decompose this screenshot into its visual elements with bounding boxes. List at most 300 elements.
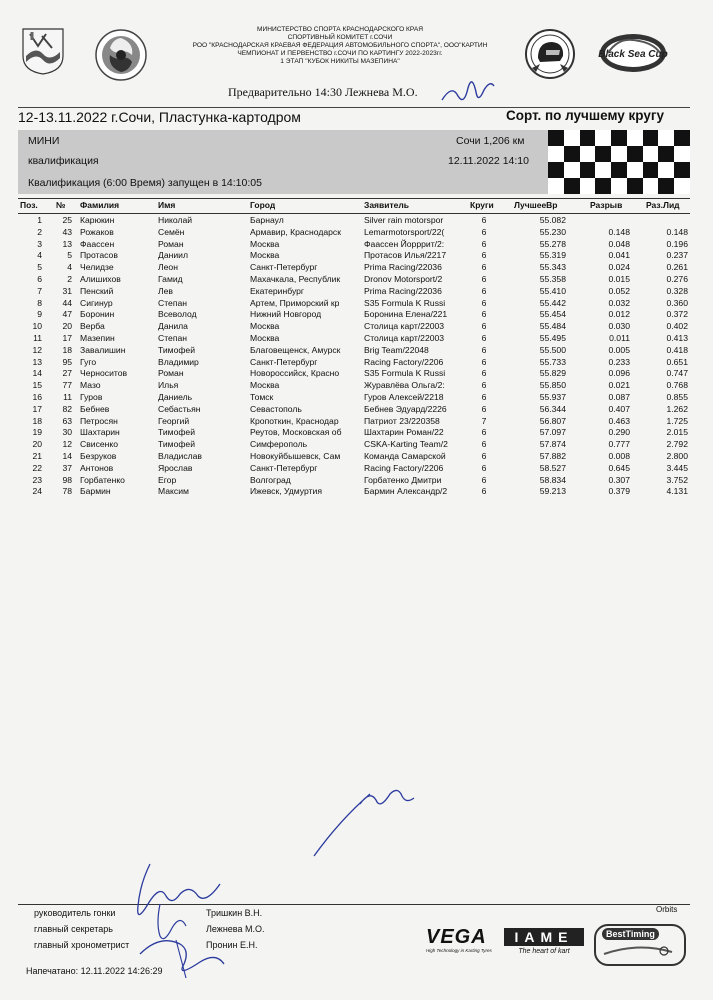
event-title: 12-13.11.2022 г.Сочи, Пластунка-картодром (18, 109, 301, 125)
cell-pos: 11 (33, 332, 42, 343)
cell-gap: 0.011 (609, 332, 630, 343)
cell-entrant: Столица карт/22003 (364, 332, 445, 343)
table-row (18, 227, 690, 239)
cell-lead: 0.402 (666, 321, 688, 332)
table-row (18, 298, 690, 310)
cell-best: 55.319 (539, 250, 566, 261)
cell-laps: 6 (481, 439, 487, 450)
cell-entrant: Патриот 23/220358 (364, 415, 440, 426)
flag-square (674, 162, 690, 178)
cell-city: Томск (250, 391, 274, 402)
cell-lead: 0.328 (666, 285, 688, 296)
cell-lead: 3.752 (666, 474, 688, 485)
col-num: № (56, 200, 66, 210)
cell-city: Реутов, Московская об (250, 427, 342, 438)
flag-square (658, 162, 674, 178)
signature-role: главный хронометрист (34, 940, 130, 950)
cell-entrant: Горбатенко Дмитри (364, 474, 442, 485)
cell-num: 44 (62, 297, 72, 308)
cell-entrant: Шахтарин Роман/22 (364, 427, 444, 438)
cell-laps: 6 (481, 427, 487, 438)
cell-laps: 6 (481, 462, 487, 473)
cell-best: 55.343 (539, 262, 566, 273)
cell-last: Верба (80, 321, 105, 332)
cell-entrant: Brig Team/22048 (364, 344, 429, 355)
results-table-header (18, 198, 690, 214)
cell-last: Гуров (80, 391, 103, 402)
cell-gap: 0.048 (608, 238, 630, 249)
cell-gap: 0.032 (608, 297, 630, 308)
class-name: МИНИ (28, 135, 60, 147)
cell-lead: 2.792 (666, 439, 688, 450)
table-row (18, 475, 690, 487)
cell-entrant: Lemarmotorsport/22( (364, 226, 445, 237)
flag-square (627, 130, 643, 146)
signature-scribble (438, 70, 498, 110)
cell-laps: 6 (481, 380, 487, 391)
cell-city: Санкт-Петербург (250, 262, 318, 273)
checkered-flag (548, 130, 690, 194)
cell-pos: 2 (37, 226, 42, 237)
cell-best: 56.344 (539, 403, 566, 414)
cell-last: Безруков (80, 450, 117, 461)
cell-first: Илья (158, 380, 179, 391)
cell-num: 47 (62, 309, 72, 320)
cell-last: Челидзе (80, 262, 114, 273)
cell-entrant: Столица карт/22003 (364, 321, 445, 332)
table-row (18, 404, 690, 416)
cell-num: 12 (62, 439, 72, 450)
table-row (18, 427, 690, 439)
karting-helmet-logo (524, 28, 576, 80)
cell-lead: 0.413 (666, 332, 688, 343)
cell-best: 55.850 (539, 380, 566, 391)
cell-laps: 6 (481, 403, 487, 414)
cell-city: Благовещенск, Амурск (250, 344, 341, 355)
cell-city: Барнаул (250, 215, 284, 225)
cell-pos: 24 (32, 486, 42, 497)
session-name: квалификация (28, 155, 99, 167)
printed-timestamp: Напечатано: 12.11.2022 14:26:29 (26, 966, 163, 976)
cell-best: 58.527 (539, 462, 566, 473)
cell-lead: 0.196 (666, 238, 688, 249)
cell-laps: 6 (481, 309, 487, 320)
cell-city: Севастополь (250, 403, 302, 414)
cell-laps: 6 (481, 262, 487, 273)
cell-city: Москва (250, 321, 280, 332)
cell-gap: 0.021 (608, 380, 630, 391)
col-laps: Круги (470, 200, 494, 210)
cell-entrant: Racing Factory/2206 (364, 356, 444, 367)
cell-num: 14 (62, 450, 72, 461)
cell-pos: 10 (32, 321, 42, 332)
signature-name: Тришкин В.Н. (206, 908, 263, 918)
cell-first: Тимофей (158, 439, 196, 450)
cell-first: Владимир (158, 356, 199, 367)
cell-laps: 7 (481, 415, 487, 426)
cell-num: 98 (62, 474, 72, 485)
cell-laps: 6 (481, 332, 487, 343)
flag-square (564, 130, 580, 146)
vega-sponsor-logo (426, 926, 496, 964)
cell-best: 57.097 (539, 427, 566, 438)
cell-entrant: S35 Formula K Russi (364, 368, 446, 379)
header-line: РОО "КРАСНОДАРСКАЯ КРАЕВАЯ ФЕДЕРАЦИЯ АВТОМОБИЛЬНОГО СПОРТА", ООО"КАРТИН (192, 42, 488, 49)
cell-laps: 6 (481, 273, 487, 284)
col-entrant: Заявитель (364, 200, 409, 210)
cell-city: Санкт-Петербург (250, 356, 318, 367)
iame-sponsor-logo (504, 928, 584, 964)
flag-square (595, 178, 611, 194)
cell-num: 27 (62, 368, 72, 379)
cell-num: 25 (62, 215, 72, 225)
cell-best: 55.733 (539, 356, 566, 367)
flag-square (643, 162, 659, 178)
cell-best: 55.410 (539, 285, 566, 296)
cell-num: 63 (62, 415, 72, 426)
table-row (18, 250, 690, 262)
header-line: МИНИСТЕРСТВО СПОРТА КРАСНОДАРСКОГО КРАЯ (256, 26, 424, 33)
cell-lead: 0.148 (666, 226, 688, 237)
black-sea-cup-text: Black Sea Cup (598, 49, 668, 60)
cell-last: Бебнев (80, 403, 110, 414)
flag-square (580, 178, 596, 194)
cell-first: Степан (158, 297, 188, 308)
cell-best: 55.495 (539, 332, 566, 343)
cell-city: Махачкала, Республик (250, 273, 341, 284)
cell-pos: 6 (37, 273, 42, 284)
cell-city: Москва (250, 238, 280, 249)
cell-num: 18 (62, 344, 72, 355)
cell-city: Москва (250, 332, 280, 343)
cell-entrant: CSKA-Karting Team/2 (364, 439, 448, 450)
cell-laps: 6 (481, 368, 487, 379)
cell-pos: 21 (32, 450, 42, 461)
flag-square (595, 146, 611, 162)
cell-city: Москва (250, 380, 280, 391)
cell-pos: 3 (37, 238, 42, 249)
cell-last: Петросян (80, 415, 118, 426)
flag-square (658, 146, 674, 162)
cell-first: Роман (158, 368, 184, 379)
cell-last: Протасов (80, 250, 118, 261)
cell-gap: 0.030 (608, 321, 630, 332)
cell-last: Алишихов (80, 273, 121, 284)
table-row (18, 392, 690, 404)
black-sea-cup-logo (598, 30, 668, 76)
cell-lead: 0.360 (666, 297, 688, 308)
col-gap: Разрыв (590, 200, 623, 210)
cell-city: Москва (250, 250, 280, 261)
official-signatures (120, 844, 240, 984)
cell-best: 55.082 (539, 215, 566, 225)
cell-lead: 2.800 (666, 450, 688, 461)
table-row (18, 262, 690, 274)
cell-first: Егор (158, 474, 177, 485)
orbits-label: Orbits (656, 905, 678, 914)
flag-square (643, 178, 659, 194)
cell-pos: 4 (37, 250, 42, 261)
col-pos: Поз. (20, 200, 38, 210)
besttiming-wordmark: BestTiming (602, 928, 659, 940)
table-row (18, 309, 690, 321)
cell-gap: 0.015 (608, 273, 630, 284)
cell-pos: 17 (32, 403, 42, 414)
cell-entrant: Фаассен Йорррит/2: (364, 238, 445, 249)
cell-pos: 22 (32, 462, 42, 473)
cell-entrant: Silver rain motorspor (364, 215, 444, 225)
cell-laps: 6 (481, 285, 487, 296)
cell-gap: 0.407 (608, 403, 630, 414)
cell-best: 55.829 (539, 368, 566, 379)
signature-name: Лежнева М.О. (206, 924, 265, 934)
federation-logo (94, 28, 148, 82)
cell-num: 43 (62, 226, 72, 237)
col-lead: Раз.Лид (646, 200, 680, 210)
cell-city: Симферополь (250, 439, 308, 450)
cell-lead: 0.418 (666, 344, 688, 355)
header-line: 1 ЭТАП "КУБОК НИКИТЫ МАЗЕПИНА" (280, 58, 400, 65)
cell-pos: 9 (37, 309, 42, 320)
cell-gap: 0.096 (608, 368, 630, 379)
cell-entrant: Prima Racing/22036 (364, 262, 442, 273)
session-datetime: 12.11.2022 14:10 (448, 155, 529, 167)
flag-square (611, 162, 627, 178)
flag-square (674, 178, 690, 194)
cell-first: Гамид (158, 273, 183, 284)
cell-best: 55.278 (539, 238, 566, 249)
cell-pos: 20 (32, 439, 42, 450)
flag-square (595, 162, 611, 178)
table-row (18, 368, 690, 380)
flag-square (548, 146, 564, 162)
col-first: Имя (158, 200, 176, 210)
cell-entrant: Команда Самарской (364, 450, 446, 461)
cell-first: Семён (158, 226, 185, 237)
cell-laps: 6 (481, 226, 487, 237)
flag-square (658, 130, 674, 146)
flag-square (674, 130, 690, 146)
cell-best: 56.807 (539, 415, 566, 426)
table-row (18, 215, 690, 227)
cell-pos: 13 (32, 356, 42, 367)
flag-square (564, 146, 580, 162)
cell-num: 30 (62, 427, 72, 438)
cell-num: 31 (62, 285, 72, 296)
cell-gap: 0.148 (608, 226, 630, 237)
preliminary-note: Предварительно 14:30 Лежнева М.О. (228, 85, 418, 99)
cell-best: 55.442 (539, 297, 566, 308)
cell-city: Ижевск, Удмуртия (250, 486, 322, 497)
cell-last: Мазепин (80, 332, 115, 343)
cell-gap: 0.379 (608, 486, 630, 497)
cell-pos: 15 (32, 380, 42, 391)
cell-entrant: Бармин Александр/2 (364, 486, 448, 497)
flag-square (611, 130, 627, 146)
cell-num: 78 (62, 486, 72, 497)
cell-entrant: Dronov Motorsport/2 (364, 273, 443, 284)
cell-pos: 8 (37, 297, 42, 308)
cell-pos: 12 (32, 344, 42, 355)
cell-gap: 0.008 (608, 450, 630, 461)
cell-laps: 6 (481, 238, 487, 249)
cell-num: 11 (63, 391, 72, 402)
cell-city: Санкт-Петербург (250, 462, 318, 473)
cell-laps: 6 (481, 250, 487, 261)
table-row (18, 333, 690, 345)
cell-last: Бармин (80, 486, 111, 497)
cell-first: Николай (158, 215, 193, 225)
cell-lead: 0.276 (666, 273, 688, 284)
pen-mark (310, 770, 440, 860)
cell-entrant: Боронина Елена/221 (364, 309, 448, 320)
table-row (18, 380, 690, 392)
cell-last: Горбатенко (80, 474, 125, 485)
table-row (18, 239, 690, 251)
cell-pos: 16 (32, 391, 42, 402)
flag-square (548, 178, 564, 194)
cell-first: Тимофей (158, 427, 196, 438)
cell-lead: 4.131 (666, 486, 688, 497)
cell-first: Леон (158, 262, 178, 273)
cell-best: 55.937 (539, 391, 566, 402)
cell-last: Карюкин (80, 215, 115, 225)
cell-num: 5 (67, 250, 72, 261)
cell-gap: 0.005 (608, 344, 630, 355)
cell-num: 77 (62, 380, 72, 391)
table-row (18, 286, 690, 298)
cell-num: 13 (62, 238, 72, 249)
cell-first: Даниил (158, 250, 188, 261)
cell-gap: 0.024 (608, 262, 630, 273)
cell-entrant: Бебнев Эдуард/2226 (364, 403, 447, 414)
cell-gap: 0.290 (608, 427, 630, 438)
sochi-coat-of-arms-logo (18, 26, 68, 76)
cell-gap: 0.307 (608, 474, 630, 485)
col-last: Фамилия (80, 200, 120, 210)
vega-tagline: High Technology in Karting Tyres (426, 948, 492, 953)
flag-square (595, 130, 611, 146)
cell-last: Шахтарин (80, 427, 120, 438)
cell-city: Новокуйбышевск, Сам (250, 450, 341, 461)
cell-laps: 6 (481, 321, 487, 332)
cell-laps: 6 (481, 391, 487, 402)
cell-gap: 0.645 (608, 462, 630, 473)
cell-pos: 5 (37, 262, 42, 273)
cell-city: Армавир, Краснодарск (250, 226, 341, 237)
cell-first: Роман (158, 238, 184, 249)
header-line: СПОРТИВНЫЙ КОМИТЕТ г.СОЧИ (287, 34, 393, 41)
cell-lead: 0.768 (666, 380, 688, 391)
cell-laps: 6 (481, 450, 487, 461)
cell-gap: 0.012 (608, 309, 630, 320)
cell-pos: 23 (32, 474, 42, 485)
cell-num: 20 (62, 321, 72, 332)
cell-laps: 6 (481, 344, 487, 355)
signature-role: главный секретарь (34, 924, 113, 934)
cell-city: Екатеринбург (250, 285, 305, 296)
cell-city: Волгоград (250, 474, 291, 485)
cell-gap: 0.463 (608, 415, 630, 426)
cell-best: 58.834 (539, 474, 566, 485)
cell-last: Сигинур (80, 297, 113, 308)
cell-num: 2 (67, 273, 72, 284)
table-row (18, 486, 690, 498)
cell-first: Максим (158, 486, 189, 497)
flag-square (580, 130, 596, 146)
cell-best: 55.358 (539, 273, 566, 284)
cell-best: 57.882 (539, 450, 566, 461)
cell-lead: 0.651 (666, 356, 688, 367)
signature-role: руководитель гонки (34, 908, 116, 918)
cell-lead: 0.372 (666, 309, 688, 320)
cell-pos: 14 (32, 368, 42, 379)
track-info: Сочи 1,206 км (456, 135, 525, 147)
cell-last: Фаассен (80, 238, 115, 249)
cell-last: Мазо (80, 380, 101, 391)
cell-lead: 0.747 (666, 368, 688, 379)
cell-pos: 18 (32, 415, 42, 426)
cell-last: Боронин (80, 309, 115, 320)
vega-wordmark: VEGA (426, 926, 487, 948)
cell-gap: 0.041 (608, 250, 630, 261)
session-start: Квалификация (6:00 Время) запущен в 14:10:05 (28, 177, 262, 189)
flag-square (674, 146, 690, 162)
cell-best: 55.484 (539, 321, 566, 332)
flag-square (658, 178, 674, 194)
cell-num: 82 (62, 403, 72, 414)
cell-best: 57.874 (539, 439, 566, 450)
flag-square (643, 130, 659, 146)
cell-laps: 6 (481, 486, 487, 497)
cell-pos: 7 (37, 285, 42, 296)
cell-lead: 0.237 (666, 250, 688, 261)
besttiming-swoosh-icon (602, 944, 674, 958)
flag-square (564, 162, 580, 178)
flag-square (611, 178, 627, 194)
cell-last: Антонов (80, 462, 114, 473)
table-row (18, 321, 690, 333)
cell-entrant: Журавлёва Ольга/2: (364, 380, 445, 391)
results-table-body (18, 215, 690, 498)
flag-square (627, 162, 643, 178)
organizer-header (160, 26, 520, 66)
flag-square (564, 178, 580, 194)
cell-laps: 6 (481, 356, 487, 367)
cell-num: 37 (62, 462, 72, 473)
cell-entrant: Протасов Илья/2217 (364, 250, 447, 261)
table-row (18, 274, 690, 286)
cell-first: Георгий (158, 415, 190, 426)
cell-lead: 1.262 (666, 403, 688, 414)
cell-num: 95 (62, 356, 72, 367)
signature-name: Пронин Е.Н. (206, 940, 258, 950)
cell-best: 55.500 (539, 344, 566, 355)
cell-city: Артем, Приморский кр (250, 297, 340, 308)
sort-label: Сорт. по лучшему кругу (506, 108, 664, 123)
flag-square (580, 162, 596, 178)
besttiming-sponsor-logo (594, 924, 686, 966)
cell-entrant: Racing Factory/2206 (364, 462, 444, 473)
cell-gap: 0.052 (608, 285, 630, 296)
cell-best: 55.230 (539, 226, 566, 237)
footer-divider (18, 904, 690, 905)
cell-gap: 0.087 (608, 391, 630, 402)
cell-last: Черноситов (80, 368, 128, 379)
iame-tagline: The heart of kart (518, 948, 570, 955)
cell-best: 59.213 (539, 486, 566, 497)
flag-square (548, 162, 564, 178)
